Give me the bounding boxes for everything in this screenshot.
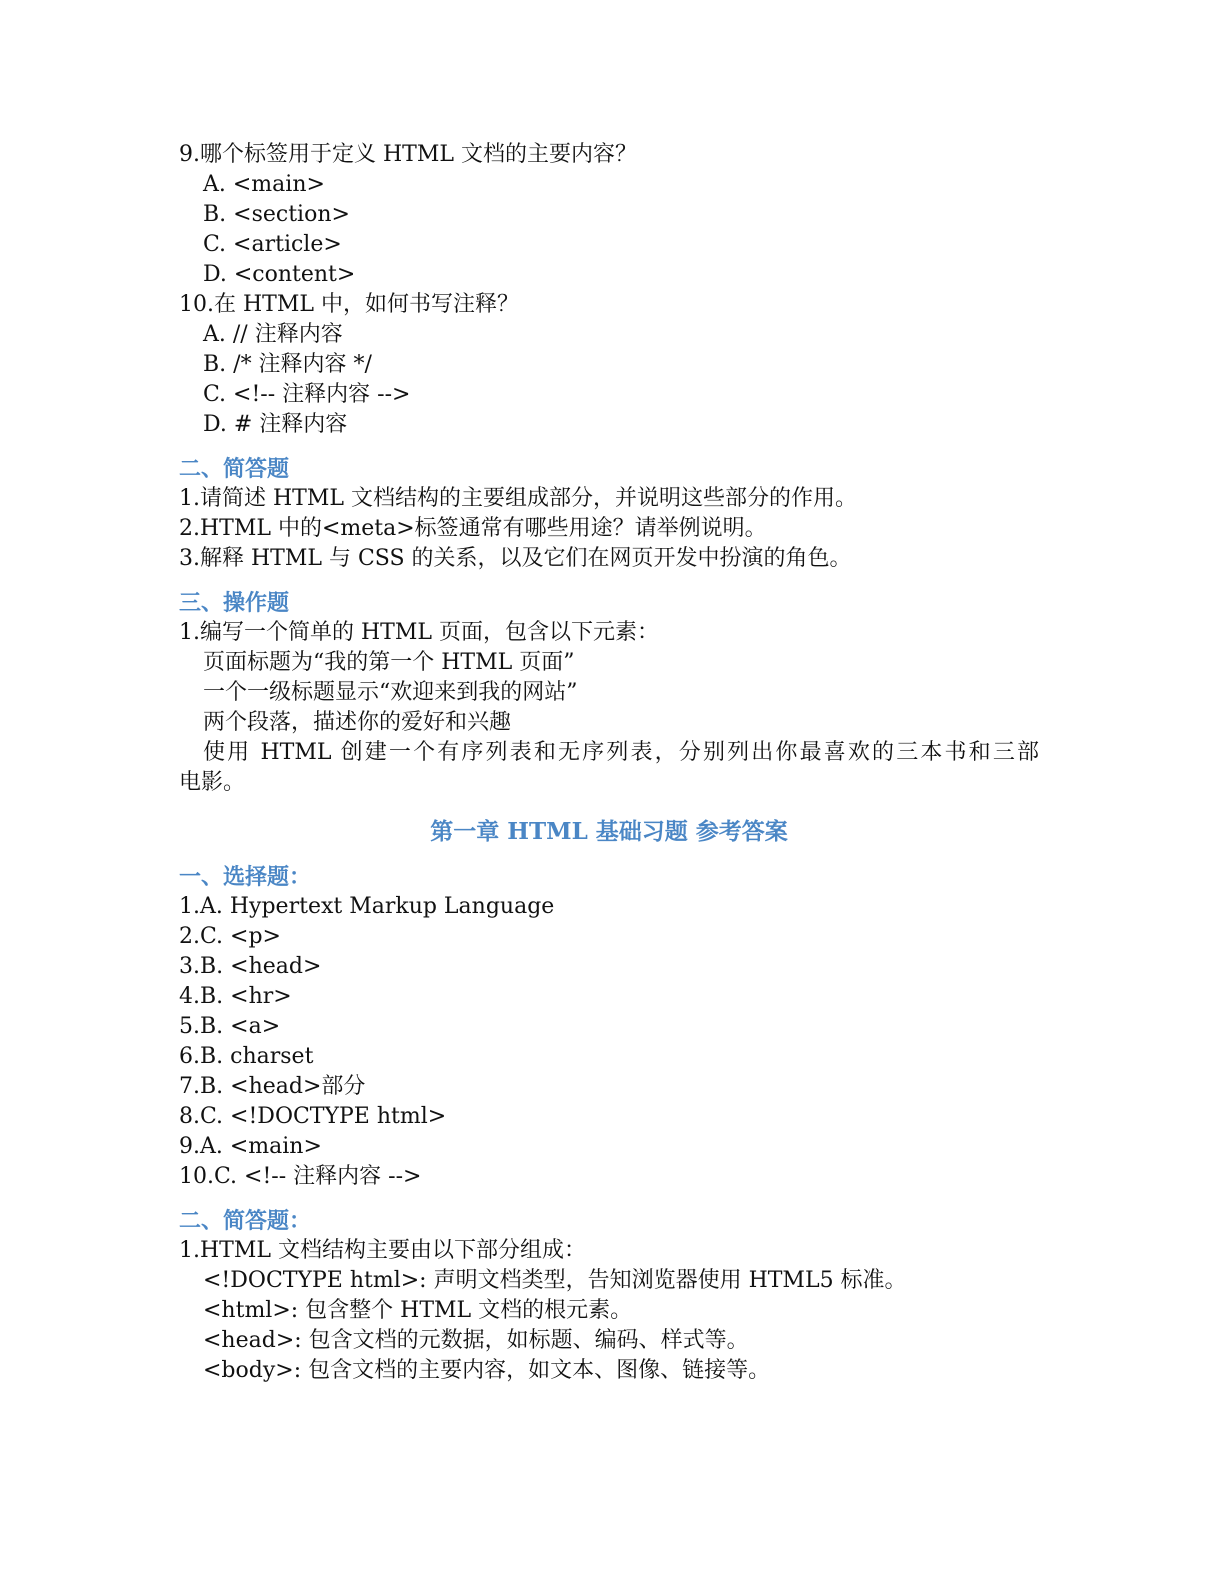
page-content bbox=[179, 140, 1039, 1386]
answers-short-item-2: <html>: 包含整个 HTML 文档的根元素。 bbox=[203, 1298, 633, 1323]
practical-item-4-line-1: 使用 HTML 创建一个有序列表和无序列表，分别列出你最喜欢的三本书和三部 bbox=[203, 740, 1039, 765]
practical-item-4-line-2: 电影。 bbox=[179, 770, 246, 795]
practical-intro: 1.编写一个简单的 HTML 页面，包含以下元素： bbox=[179, 620, 659, 645]
practical-item-2: 一个一级标题显示“欢迎来到我的网站” bbox=[203, 680, 578, 705]
answer-9: 9.A. <main> bbox=[179, 1134, 322, 1159]
answers-short-heading: 二、简答题： bbox=[179, 1208, 312, 1234]
answers-short-intro: 1.HTML 文档结构主要由以下部分组成： bbox=[179, 1238, 586, 1263]
answers-short-item-1: <!DOCTYPE html>: 声明文档类型，告知浏览器使用 HTML5 标准。 bbox=[203, 1268, 907, 1293]
practical-item-1: 页面标题为“我的第一个 HTML 页面” bbox=[203, 650, 575, 675]
practical-heading: 三、操作题 bbox=[179, 590, 290, 616]
q9-option-c: C. <article> bbox=[203, 232, 342, 257]
answer-6: 6.B. charset bbox=[179, 1044, 314, 1069]
q10-option-c: C. <!-- 注释内容 --> bbox=[203, 382, 411, 407]
answer-4: 4.B. <hr> bbox=[179, 984, 292, 1009]
practical-item-3: 两个段落，描述你的爱好和兴趣 bbox=[203, 710, 512, 735]
answers-title: 第一章 HTML 基础习题 参考答案 bbox=[430, 818, 788, 845]
answers-short-item-3: <head>: 包含文档的元数据，如标题、编码、样式等。 bbox=[203, 1328, 749, 1353]
answer-8: 8.C. <!DOCTYPE html> bbox=[179, 1104, 447, 1129]
answer-3: 3.B. <head> bbox=[179, 954, 322, 979]
short-answer-heading: 二、简答题 bbox=[179, 456, 290, 482]
answer-10: 10.C. <!-- 注释内容 --> bbox=[179, 1164, 422, 1189]
answers-choice-heading: 一、选择题： bbox=[179, 864, 312, 890]
q9-option-a: A. <main> bbox=[203, 172, 325, 197]
answer-1: 1.A. Hypertext Markup Language bbox=[179, 894, 555, 919]
question-10: 10.在 HTML 中，如何书写注释？ bbox=[179, 292, 519, 317]
q9-option-b: B. <section> bbox=[203, 202, 350, 227]
answer-5: 5.B. <a> bbox=[179, 1014, 281, 1039]
short-answer-item-2: 2.HTML 中的<meta>标签通常有哪些用途？请举例说明。 bbox=[179, 516, 767, 541]
q10-option-d: D. # 注释内容 bbox=[203, 412, 348, 437]
q10-option-b: B. /* 注释内容 */ bbox=[203, 352, 372, 377]
answer-7: 7.B. <head>部分 bbox=[179, 1074, 366, 1099]
short-answer-item-1: 1.请简述 HTML 文档结构的主要组成部分，并说明这些部分的作用。 bbox=[179, 486, 857, 511]
answer-2: 2.C. <p> bbox=[179, 924, 281, 949]
short-answer-item-3: 3.解释 HTML 与 CSS 的关系，以及它们在网页开发中扮演的角色。 bbox=[179, 546, 852, 571]
q9-option-d: D. <content> bbox=[203, 262, 356, 287]
question-9: 9.哪个标签用于定义 HTML 文档的主要内容？ bbox=[179, 142, 637, 167]
answers-short-item-4: <body>: 包含文档的主要内容，如文本、图像、链接等。 bbox=[203, 1358, 771, 1383]
q10-option-a: A. // 注释内容 bbox=[203, 322, 343, 347]
